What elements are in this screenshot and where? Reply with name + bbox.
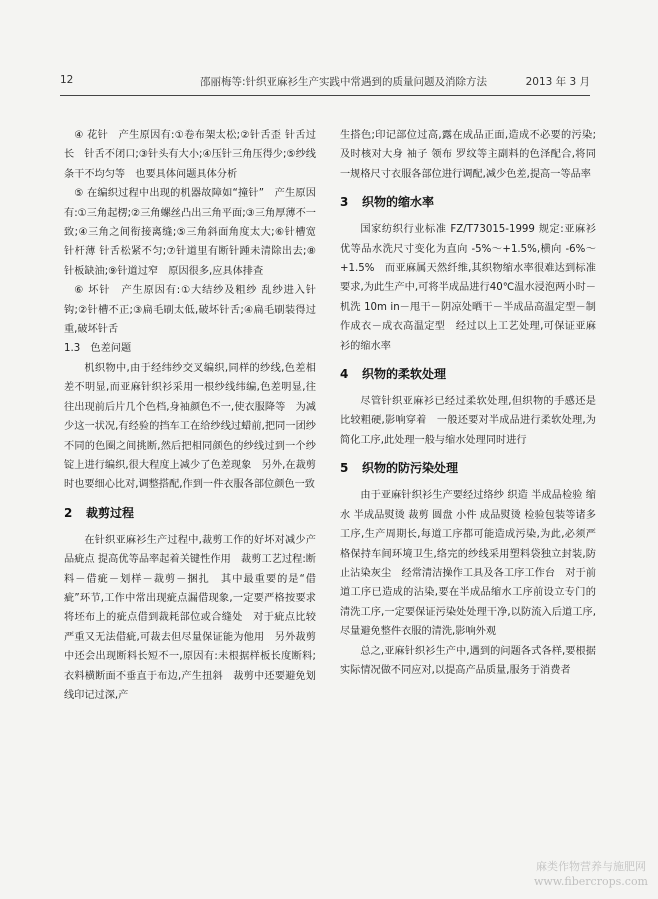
watermark-line: www.fibercrops.com <box>533 875 648 888</box>
running-title: 邵丽梅等:针织亚麻衫生产实践中常遇到的质量问题及消除方法 <box>200 76 488 88</box>
section-title: 裁剪过程 <box>86 505 135 520</box>
issue-date: 2013 年 3 月 <box>525 76 590 88</box>
paragraph: 机织物中,由于经纬纱交叉编织,同样的纱线,色差相差不明显,而亚麻针织衫采用一根纱线纬编,色差明显,往往出现前后片几个色档,身袖颜色不一,使衣服降等 为减少这一状况,有经验的挡车工在给纱线过蜡前,把同一团纱不同的色圈之间挑断,然后把相同颜色的纱线过到一个纱锭上进行编织,很大程度上减少了色差现象 另外,在裁剪时也要细心比对,调整搭配,作到一件衣服各部位颜色一致 <box>64 362 316 491</box>
section-heading <box>340 458 596 478</box>
paragraph: ⑤ 在编织过程中出现的机器故障如“撞针” 产生原因有:①三角起楞;②三角螺丝凸出三角平面;③三角厚薄不一致;④三角之间衔接离缝;⑤三角斜面角度太大;⑥针槽宽 针杆薄 针舌松紧不匀;⑦针道里有断针踵未清除出去;⑧针板缺油;⑨针道过窄 原因很多,应具体排查 <box>64 188 316 277</box>
section-title: 织物的缩水率 <box>362 195 435 210</box>
paragraph: 国家纺织行业标准 FZ/T73015-1999 规定:亚麻衫优等品水洗尺寸变化为直向 -5%～+1.5%,横向 -6%～+1.5% 而亚麻属天然纤维,其织物缩水率很难达到标准要求,为此生产中,可将半成品进行40℃温水浸泡两小时－机洗 10m in－甩干－阴凉处晒干－半成品高温定型－制作成衣－成衣高温定型 经过以上工艺处理,可保证亚麻衫的缩水率 <box>340 224 596 352</box>
running-header <box>60 74 590 90</box>
header-rule <box>60 95 590 96</box>
section-heading <box>64 503 316 523</box>
section-number: 2 <box>64 505 73 520</box>
section-heading <box>340 364 596 384</box>
page-number: 12 <box>60 74 74 86</box>
paragraph: 总之,亚麻针织衫生产中,遇到的问题各式各样,要根据实际情况做不同应对,以提高产品质量,服务于消费者 <box>340 645 596 676</box>
section-number: 4 <box>340 367 349 382</box>
paragraph: ⑥ 坏针 产生原因有:①大结纱及粗纱 乱纱进入针钩;②针槽不正;③扁毛刷太低,破坏针舌;④扁毛刷装得过重,破坏针舌 <box>64 285 316 336</box>
paragraph: 生搭色;印记部位过高,露在成品正面,造成不必要的污染;及时核对大身 袖子 领布 罗纹等主副料的色泽配合,将同一规格尺寸衣服各部位进行调配,减少色差,提高一等品率 <box>340 130 596 180</box>
paragraph: 在针织亚麻衫生产过程中,裁剪工作的好坏对减少产品疵点 提高优等品率起着关键性作用 裁剪工艺过程:断料－借疵－划样－裁剪－捆扎 其中最重要的是“借疵”环节,工作中常出现疵点漏借现象,一定要严格按要求将坯布上的疵点借到裁耗部位或合缝处 对于疵点比较严重又无法借疵,可裁去但尽量保证能为他用 另外裁剪中还会出现断料长短不一,原因有:未根据样板长度断料;衣料横断面不垂直于布边,产生扭斜 裁剪中还要避免划线印记过深,产 <box>64 534 316 701</box>
left-column <box>64 126 316 705</box>
section-number: 5 <box>340 461 349 476</box>
site-watermark <box>534 859 648 889</box>
right-column <box>340 126 596 680</box>
subsection-heading: 1.3 色差问题 <box>64 343 132 355</box>
section-title: 织物的防污染处理 <box>362 461 459 476</box>
section-number: 3 <box>340 195 349 210</box>
paragraph: 由于亚麻针织衫生产要经过络纱 织造 半成品检验 缩水 半成品熨烫 裁剪 圆盘 小件 成品熨烫 检验包装等诸多工序,生产周期长,每道工序都可能造成污染,为此,必须严格保持车间环境卫生,络完的纱线采用塑料袋独立封装,防止沾染灰尘 经常清洁操作工具及各工序工作台 对于前道工序已造成的沾染,要在半成品缩水工序前设立专门的清洗工序,一定要保证污染处处理干净,以防流入后道工序,尽量避免整件衣服的清洗,影响外观 <box>340 490 596 638</box>
section-heading <box>340 192 596 212</box>
paragraph: 尽管针织亚麻衫已经过柔软处理,但织物的手感还是比较粗硬,影响穿着 一般还要对半成品进行柔软处理,为简化工序,此处理一般与缩水处理同时进行 <box>340 396 596 446</box>
paragraph: ④ 花针 产生原因有:①卷布架太松;②针舌歪 针舌过长 针舌不闭口;③针头有大小;④压针三角压得少;⑤纱线条干不均匀等 也要具体问题具体分析 <box>64 130 316 180</box>
section-title: 织物的柔软处理 <box>362 367 447 382</box>
watermark-line: 麻类作物营养与施肥网 <box>535 860 646 873</box>
